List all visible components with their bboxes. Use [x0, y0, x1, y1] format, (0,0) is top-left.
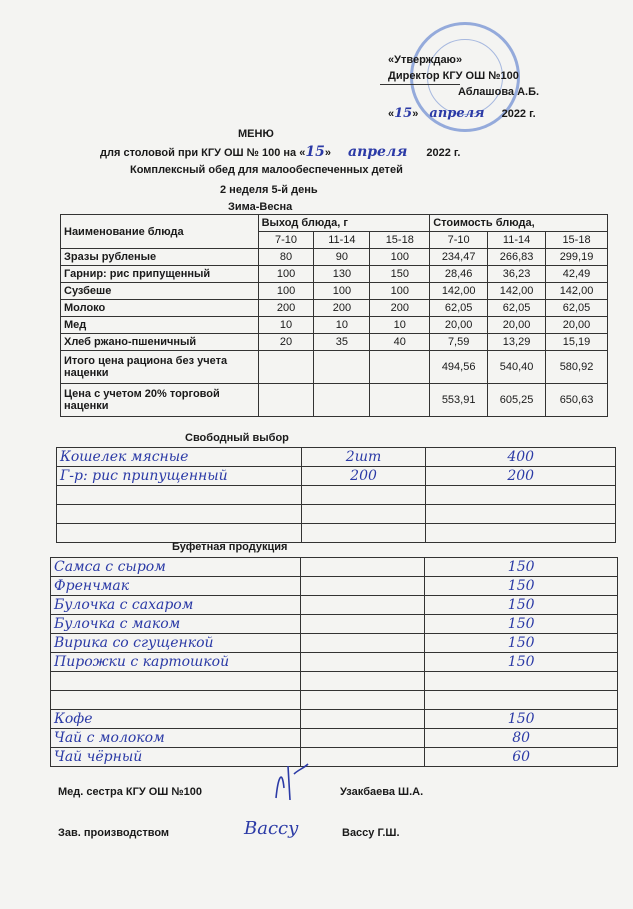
item-price: 200 — [426, 467, 616, 486]
item-price: 150 — [425, 634, 618, 653]
table-row — [51, 634, 618, 653]
item-price: 150 — [425, 558, 618, 577]
cell: 10 — [258, 317, 314, 334]
cell — [300, 691, 425, 710]
subtitle-day: 15 — [305, 144, 325, 160]
buffet-table — [50, 557, 618, 767]
subtitle-mid: » — [324, 147, 331, 159]
menu-subtitle — [100, 144, 460, 160]
table-row — [51, 710, 618, 729]
approval-date-day: 15 — [394, 106, 413, 121]
cell: 7,59 — [430, 334, 488, 351]
free-choice-table — [56, 447, 616, 543]
total-label: Итого цена рациона без учета наценки — [61, 351, 259, 384]
cell: 40 — [370, 334, 430, 351]
table-row — [57, 448, 616, 467]
table-row — [61, 266, 608, 283]
item-price — [425, 691, 618, 710]
item-name: Г-р: рис припущенный — [57, 467, 302, 486]
cell: 100 — [370, 283, 430, 300]
chief-signature: Вассу — [244, 818, 299, 839]
cell — [300, 577, 425, 596]
item-name — [51, 691, 301, 710]
cell: 100 — [314, 283, 370, 300]
cell: 494,56 — [430, 351, 488, 384]
col-name-header: Наименование блюда — [61, 215, 259, 249]
approval-date-year: 2022 г. — [501, 108, 536, 120]
table-row — [57, 467, 616, 486]
cell: 266,83 — [488, 249, 546, 266]
item-name: Булочка с сахаром — [51, 596, 301, 615]
item-price: 150 — [425, 596, 618, 615]
age-group: 11-14 — [488, 232, 546, 249]
cell: 90 — [314, 249, 370, 266]
item-name — [57, 524, 302, 543]
season-label: Зима-Весна — [228, 201, 293, 213]
item-name: Булочка с маком — [51, 615, 301, 634]
item-qty: 200 — [301, 467, 426, 486]
item-price: 150 — [425, 710, 618, 729]
buffet-title: Буфетная продукция — [172, 541, 288, 553]
dish-name: Гарнир: рис припущенный — [61, 266, 259, 283]
cell: 62,05 — [430, 300, 488, 317]
item-price: 400 — [426, 448, 616, 467]
age-group: 7-10 — [258, 232, 314, 249]
cell: 100 — [258, 283, 314, 300]
cell — [300, 729, 425, 748]
table-row — [57, 486, 616, 505]
approval-date-month: апреля — [429, 106, 485, 121]
table-row — [51, 729, 618, 748]
item-price — [425, 672, 618, 691]
cell: 234,47 — [430, 249, 488, 266]
cell: 20,00 — [488, 317, 546, 334]
item-name: Чай с молоком — [51, 729, 301, 748]
page-title: МЕНЮ — [238, 128, 274, 140]
item-price — [426, 486, 616, 505]
item-price — [426, 524, 616, 543]
cell: 130 — [314, 266, 370, 283]
item-qty — [301, 505, 426, 524]
approval-line1: «Утверждаю» — [388, 54, 463, 66]
cell: 10 — [370, 317, 430, 334]
item-name: Вирика со сгущенкой — [51, 634, 301, 653]
table-row — [51, 691, 618, 710]
cell — [314, 351, 370, 384]
cell: 150 — [370, 266, 430, 283]
approval-date-prefix: « — [388, 108, 395, 120]
cell — [300, 596, 425, 615]
cell: 36,23 — [488, 266, 546, 283]
table-row — [51, 577, 618, 596]
approval-line2: Директор КГУ ОШ №100 — [388, 70, 519, 82]
item-name: Кофе — [51, 710, 301, 729]
cell: 15,19 — [546, 334, 608, 351]
item-price: 60 — [425, 748, 618, 767]
dish-name: Зразы рубленые — [61, 249, 259, 266]
age-group: 15-18 — [370, 232, 430, 249]
free-choice-title: Свободный выбор — [185, 432, 289, 444]
item-price: 150 — [425, 577, 618, 596]
cell — [300, 634, 425, 653]
table-row — [61, 283, 608, 300]
cell — [370, 351, 430, 384]
cell: 580,92 — [546, 351, 608, 384]
age-group: 15-18 — [546, 232, 608, 249]
col-output-header: Выход блюда, г — [258, 215, 430, 232]
item-price — [426, 505, 616, 524]
nurse-signature — [268, 758, 318, 806]
dish-name: Молоко — [61, 300, 259, 317]
dish-name: Сузбеше — [61, 283, 259, 300]
table-row — [61, 317, 608, 334]
subtitle-prefix: для столовой при КГУ ОШ № 100 на « — [100, 147, 306, 159]
cell: 20,00 — [546, 317, 608, 334]
approval-date-mid: » — [412, 108, 419, 120]
cell — [258, 384, 314, 417]
table-row — [51, 748, 618, 767]
cell: 80 — [258, 249, 314, 266]
table-row — [57, 505, 616, 524]
cell: 62,05 — [546, 300, 608, 317]
nurse-label: Мед. сестра КГУ ОШ №100 — [58, 786, 202, 798]
menu-line3: Комплексный обед для малообеспеченных детей — [130, 164, 403, 176]
age-group: 7-10 — [430, 232, 488, 249]
cell — [314, 384, 370, 417]
cell — [300, 653, 425, 672]
cell: 142,00 — [546, 283, 608, 300]
cell: 10 — [314, 317, 370, 334]
dish-name: Мед — [61, 317, 259, 334]
col-cost-header: Стоимость блюда, — [430, 215, 608, 232]
cell — [300, 710, 425, 729]
cell: 142,00 — [430, 283, 488, 300]
cell: 100 — [258, 266, 314, 283]
total-row — [61, 351, 608, 384]
item-price: 80 — [425, 729, 618, 748]
chief-label: Зав. производством — [58, 827, 170, 839]
table-row — [51, 653, 618, 672]
chief-name: Вассу Г.Ш. — [342, 827, 400, 839]
markup-label: Цена с учетом 20% торговой наценки — [61, 384, 259, 417]
item-qty: 2шт — [301, 448, 426, 467]
cell — [258, 351, 314, 384]
subtitle-year: 2022 г. — [426, 147, 461, 159]
cell: 605,25 — [488, 384, 546, 417]
cell: 20 — [258, 334, 314, 351]
item-name: Френчмак — [51, 577, 301, 596]
table-row — [61, 334, 608, 351]
table-row — [61, 300, 608, 317]
cell: 20,00 — [430, 317, 488, 334]
cell: 142,00 — [488, 283, 546, 300]
cell — [370, 384, 430, 417]
item-name: Кошелек мясные — [57, 448, 302, 467]
cell: 100 — [370, 249, 430, 266]
cell: 200 — [370, 300, 430, 317]
menu-table — [60, 214, 608, 417]
cell: 42,49 — [546, 266, 608, 283]
cell — [300, 672, 425, 691]
markup-row — [61, 384, 608, 417]
approval-date — [388, 106, 536, 121]
dish-name: Хлеб ржано-пшеничный — [61, 334, 259, 351]
table-row — [51, 615, 618, 634]
cell: 28,46 — [430, 266, 488, 283]
subtitle-month: апреля — [348, 144, 408, 160]
item-qty — [301, 524, 426, 543]
cell — [300, 615, 425, 634]
cell: 553,91 — [430, 384, 488, 417]
cell — [300, 748, 425, 767]
table-row — [51, 558, 618, 577]
table-row — [51, 596, 618, 615]
item-name: Чай чёрный — [51, 748, 301, 767]
item-name — [51, 672, 301, 691]
item-price: 150 — [425, 653, 618, 672]
cell: 200 — [258, 300, 314, 317]
age-group: 11-14 — [314, 232, 370, 249]
table-row — [57, 524, 616, 543]
item-name: Пирожки с картошкой — [51, 653, 301, 672]
cell: 200 — [314, 300, 370, 317]
item-name — [57, 505, 302, 524]
approval-line3: Аблашова А.Б. — [458, 86, 540, 98]
cell: 299,19 — [546, 249, 608, 266]
cell: 62,05 — [488, 300, 546, 317]
item-qty — [301, 486, 426, 505]
item-name: Самса с сыром — [51, 558, 301, 577]
cell: 35 — [314, 334, 370, 351]
cell — [300, 558, 425, 577]
menu-line4: 2 неделя 5-й день — [220, 184, 318, 196]
table-row — [61, 249, 608, 266]
item-name — [57, 486, 302, 505]
cell: 13,29 — [488, 334, 546, 351]
item-price: 150 — [425, 615, 618, 634]
nurse-name: Узакбаева Ш.А. — [340, 786, 424, 798]
cell: 540,40 — [488, 351, 546, 384]
cell: 650,63 — [546, 384, 608, 417]
table-row — [51, 672, 618, 691]
approval-sign-line — [380, 84, 460, 85]
